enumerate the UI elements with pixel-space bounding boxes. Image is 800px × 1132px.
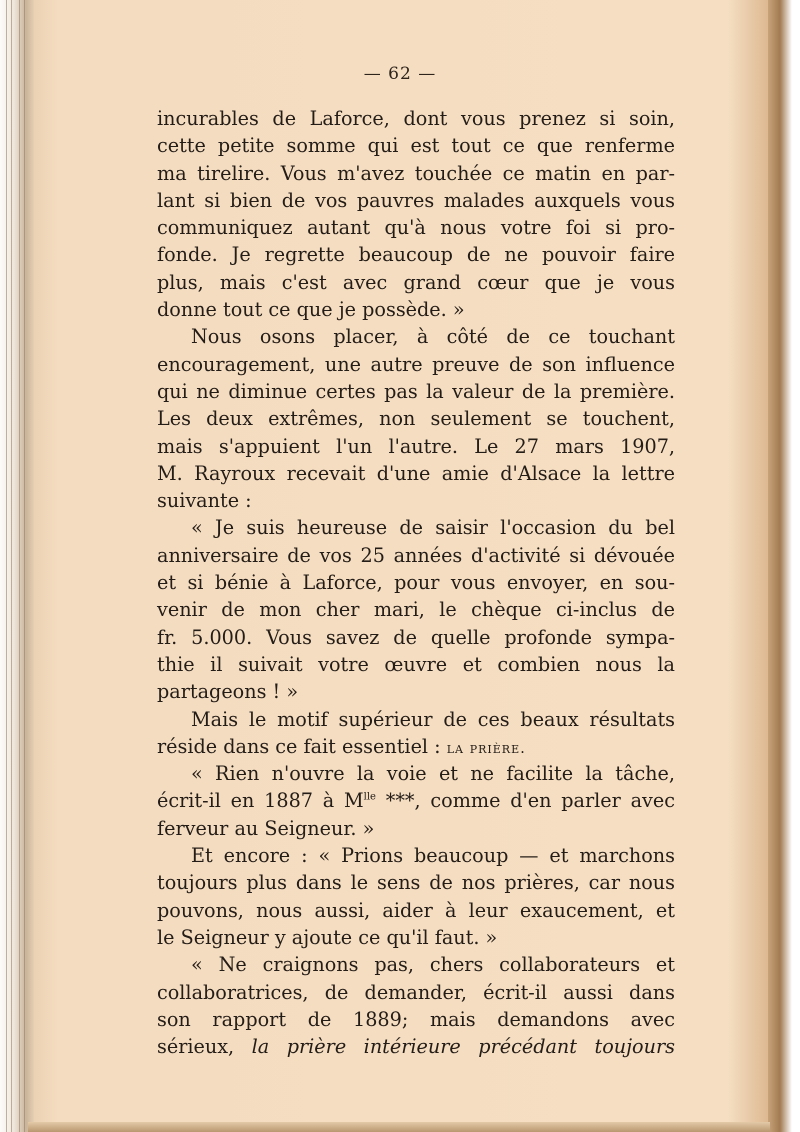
page-bottom-shadow [28, 1122, 770, 1132]
text-line: venir de mon cher mari, le chèque ci-inclus de [157, 598, 675, 622]
paragraph [157, 951, 675, 1060]
text-segment: écrit-il en 1887 à M [157, 789, 364, 813]
paragraph [157, 842, 675, 951]
text-line: Nous osons placer, à côté de ce touchant [191, 325, 675, 349]
paragraph [157, 105, 675, 323]
paragraph [157, 706, 675, 761]
text-line: Mais le motif supérieur de ces beaux résultats [191, 707, 675, 731]
text-line [157, 787, 675, 814]
text-line [157, 733, 675, 760]
binding-gutter [0, 0, 34, 1132]
superscript: lle [363, 792, 376, 804]
text-line [157, 1033, 675, 1060]
text-line: « Ne craignons pas, chers collaborateurs et [191, 953, 675, 977]
text-line: suivante : [157, 489, 252, 513]
text-line: encouragement, une autre preuve de son influence [157, 352, 675, 376]
text-line: anniversaire de vos 25 années d'activité si dévouée [157, 543, 675, 567]
text-segment: sérieux, [157, 1035, 252, 1059]
text-line: le Seigneur y ajoute ce qu'il faut. » [157, 925, 498, 949]
text-line: et si bénie à Laforce, pour vous envoyer, en sou- [157, 571, 675, 595]
text-line: lant si bien de vos pauvres malades auxquels vous [157, 188, 675, 212]
text-line: fonde. Je regrette beaucoup de ne pouvoir faire [157, 243, 675, 267]
text-line: collaboratrices, de demander, écrit-il aussi dans [157, 980, 675, 1004]
text-line: M. Rayroux recevait d'une amie d'Alsace la lettre [157, 461, 675, 485]
body-text [157, 105, 675, 1060]
text-line: plus, mais c'est avec grand cœur que je vous [157, 270, 675, 294]
text-line: mais s'appuient l'un l'autre. Le 27 mars 1907, [157, 434, 675, 458]
text-line: donne tout ce que je possède. » [157, 298, 465, 322]
text-line: ferveur au Seigneur. » [157, 816, 375, 840]
page-number: — 62 — [363, 64, 437, 84]
page-edge-shadow [768, 0, 792, 1132]
italic-emphasis: la prière intérieure précédant toujours [251, 1035, 675, 1059]
text-line: pouvons, nous aussi, aider à leur exaucement, et [157, 898, 675, 922]
small-caps-emphasis: la prière. [446, 738, 526, 757]
text-line: communiquez autant qu'à nous votre foi si pro- [157, 216, 675, 240]
text-segment: ***, comme d'en parler avec [375, 789, 675, 813]
text-line: partageons ! » [157, 680, 299, 704]
text-line: fr. 5.000. Vous savez de quelle profonde sympa- [157, 625, 675, 649]
text-line: cette petite somme qui est tout ce que renferme [157, 134, 675, 158]
paragraph [157, 514, 675, 705]
text-line: Les deux extrêmes, non seulement se touchent, [157, 407, 675, 431]
text-line: thie il suivait votre œuvre et combien nous la [157, 652, 675, 676]
text-line: qui ne diminue certes pas la valeur de la première. [157, 379, 675, 403]
text-line: toujours plus dans le sens de nos prières, car nous [157, 871, 675, 895]
text-line: ma tirelire. Vous m'avez touchée ce matin en par- [157, 161, 675, 185]
paragraph [157, 323, 675, 514]
text-line: « Rien n'ouvre la voie et ne facilite la tâche, [191, 762, 675, 786]
paragraph [157, 760, 675, 842]
text-line: Et encore : « Prions beaucoup — et marchons [191, 844, 675, 868]
text-segment: réside dans ce fait essentiel : [157, 734, 447, 758]
text-line: « Je suis heureuse de saisir l'occasion du bel [191, 516, 675, 540]
text-line: son rapport de 1889; mais demandons avec [157, 1007, 675, 1031]
text-line: incurables de Laforce, dont vous prenez si soin, [157, 107, 675, 130]
